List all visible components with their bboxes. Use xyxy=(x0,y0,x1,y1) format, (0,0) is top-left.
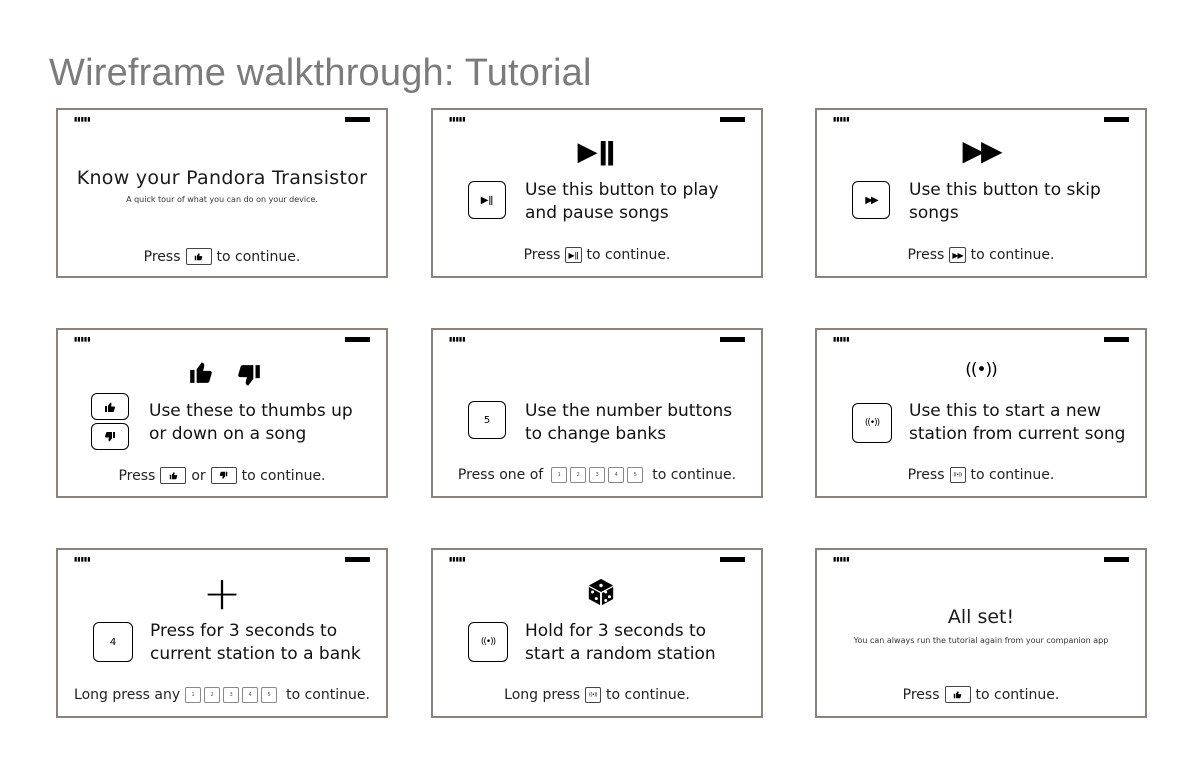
broadcast-mini-key[interactable]: ((•)) xyxy=(950,467,966,483)
footer-press-text: Press xyxy=(907,467,945,483)
tutorial-card-all-set xyxy=(815,548,1147,718)
card-footer xyxy=(58,248,386,265)
card-subtitle: A quick tour of what you can do on your device. xyxy=(126,195,318,204)
card-text-line1: Use the number buttons xyxy=(525,401,733,421)
broadcast-key-icon[interactable]: ((•)) xyxy=(852,403,892,443)
card-footer xyxy=(58,467,386,484)
card-footer xyxy=(433,687,761,703)
battery-icon xyxy=(345,557,370,562)
card-text-line2: start a random station xyxy=(525,644,716,664)
broadcast-icon: ((•)) xyxy=(965,360,997,380)
card-text-line2: station from current song xyxy=(909,424,1126,444)
card-text-line2: or down on a song xyxy=(149,424,307,444)
footer-continue-text: to continue. xyxy=(241,467,326,484)
tutorial-card-skip xyxy=(815,108,1147,278)
thumbs-down-key[interactable] xyxy=(91,423,129,450)
footer-or-text: or xyxy=(191,467,206,484)
card-subtitle: You can always run the tutorial again from your companion app xyxy=(853,636,1109,645)
battery-icon xyxy=(720,557,745,562)
card-text-line1: Use these to thumbs up xyxy=(149,401,353,421)
dice-icon xyxy=(586,575,616,609)
number-key[interactable]: 1 xyxy=(551,467,567,483)
footer-press-text: Press xyxy=(118,467,156,484)
signal-icon: ▮▮▮▮▮ xyxy=(449,336,466,343)
card-footer xyxy=(433,467,761,483)
battery-icon xyxy=(1104,117,1129,122)
footer-press-text: Press xyxy=(902,686,940,703)
card-footer xyxy=(817,686,1145,703)
footer-continue-text: to continue. xyxy=(970,247,1055,263)
number-key[interactable]: 2 xyxy=(204,687,220,703)
plus-icon: + xyxy=(202,566,242,620)
footer-continue-text: to continue. xyxy=(216,248,301,265)
card-text-line1: Use this button to play xyxy=(525,180,719,200)
broadcast-mini-key[interactable]: ((•)) xyxy=(585,687,601,703)
tutorial-card-random-station xyxy=(431,548,763,718)
number-key[interactable]: 5 xyxy=(627,467,643,483)
footer-press-text: Press xyxy=(143,248,181,265)
card-text xyxy=(149,400,353,446)
number-key-5[interactable]: 5 xyxy=(468,401,506,439)
play-pause-key-icon[interactable]: ▶ǁ xyxy=(468,181,506,219)
thumb-up-icon xyxy=(953,690,962,699)
card-footer xyxy=(58,687,386,703)
battery-icon xyxy=(345,117,370,122)
number-keys xyxy=(185,687,280,703)
number-key[interactable]: 5 xyxy=(261,687,277,703)
card-text-line2: and pause songs xyxy=(525,203,669,223)
signal-icon: ▮▮▮▮▮ xyxy=(833,556,850,563)
footer-continue-text: to continue. xyxy=(286,687,370,703)
card-text xyxy=(525,400,732,446)
signal-icon: ▮▮▮▮▮ xyxy=(449,116,466,123)
tutorial-card-number-buttons xyxy=(431,328,763,498)
number-key[interactable]: 4 xyxy=(608,467,624,483)
card-footer xyxy=(817,467,1145,483)
thumbs-up-mini-key[interactable] xyxy=(160,467,186,484)
number-key[interactable]: 4 xyxy=(242,687,258,703)
card-footer xyxy=(817,247,1145,263)
card-text-line2: to change banks xyxy=(525,424,667,444)
battery-icon xyxy=(1104,557,1129,562)
card-text-line1: Hold for 3 seconds to xyxy=(525,621,707,641)
thumb-down-icon xyxy=(219,471,228,480)
battery-icon xyxy=(345,337,370,342)
number-key[interactable]: 2 xyxy=(570,467,586,483)
play-pause-icon: ▶ǁ xyxy=(577,137,617,167)
card-text xyxy=(525,179,719,225)
card-footer xyxy=(433,247,761,263)
broadcast-key-icon[interactable]: ((•)) xyxy=(468,622,508,662)
footer-continue-text: to continue. xyxy=(975,686,1060,703)
thumbs-up-key[interactable] xyxy=(945,686,971,703)
thumb-down-icon xyxy=(236,363,262,389)
footer-continue-text: to continue. xyxy=(606,687,690,703)
signal-icon: ▮▮▮▮▮ xyxy=(74,116,91,123)
footer-press-text: Long press xyxy=(504,687,581,703)
skip-mini-key[interactable]: ▶▶ xyxy=(949,247,965,263)
tutorial-card-save-bank xyxy=(56,548,388,718)
thumb-up-icon xyxy=(104,401,116,413)
thumbs-up-key[interactable] xyxy=(91,393,129,420)
thumb-up-icon xyxy=(194,252,203,261)
signal-icon: ▮▮▮▮▮ xyxy=(74,336,91,343)
signal-icon: ▮▮▮▮▮ xyxy=(74,556,91,563)
thumbs-down-mini-key[interactable] xyxy=(211,467,237,484)
signal-icon: ▮▮▮▮▮ xyxy=(833,336,850,343)
footer-press-text: Press xyxy=(907,247,945,263)
card-title: All set! xyxy=(947,606,1015,628)
thumb-down-icon xyxy=(104,431,116,443)
tutorial-card-play-pause xyxy=(431,108,763,278)
number-key-4[interactable]: 4 xyxy=(93,622,133,662)
thumbs-up-key[interactable] xyxy=(186,248,212,265)
card-text-line2: songs xyxy=(909,203,959,223)
page-title: Wireframe walkthrough: Tutorial xyxy=(49,52,592,94)
footer-press-text: Press one of xyxy=(457,467,544,483)
number-key[interactable]: 3 xyxy=(223,687,239,703)
tutorial-card-know-device xyxy=(56,108,388,278)
number-keys xyxy=(551,467,646,483)
footer-continue-text: to continue. xyxy=(586,247,671,263)
card-text xyxy=(525,620,716,666)
battery-icon xyxy=(1104,337,1129,342)
card-title: Know your Pandora Transistor xyxy=(76,167,368,189)
tutorial-card-thumbs xyxy=(56,328,388,498)
signal-icon: ▮▮▮▮▮ xyxy=(449,556,466,563)
footer-continue-text: to continue. xyxy=(970,467,1055,483)
play-pause-mini-key[interactable]: ▶ǁ xyxy=(565,247,581,263)
skip-key-icon[interactable]: ▶▶ xyxy=(852,181,890,219)
signal-icon: ▮▮▮▮▮ xyxy=(833,116,850,123)
card-text-line1: Use this to start a new xyxy=(909,401,1102,421)
thumb-up-icon xyxy=(169,471,178,480)
number-key[interactable]: 1 xyxy=(185,687,201,703)
tutorial-card-new-station xyxy=(815,328,1147,498)
card-text-line1: Press for 3 seconds to xyxy=(150,621,338,641)
card-text xyxy=(909,179,1101,225)
battery-icon xyxy=(720,117,745,122)
footer-press-text: Long press any xyxy=(74,687,181,703)
number-key[interactable]: 3 xyxy=(589,467,605,483)
battery-icon xyxy=(720,337,745,342)
card-text xyxy=(150,620,361,666)
card-text xyxy=(909,400,1125,446)
footer-continue-text: to continue. xyxy=(652,467,737,483)
thumb-up-icon xyxy=(188,359,214,385)
card-text-line1: Use this button to skip xyxy=(909,180,1101,200)
card-text-line2: current station to a bank xyxy=(150,644,361,664)
footer-press-text: Press xyxy=(523,247,561,263)
skip-icon: ▶▶ xyxy=(962,134,1000,167)
